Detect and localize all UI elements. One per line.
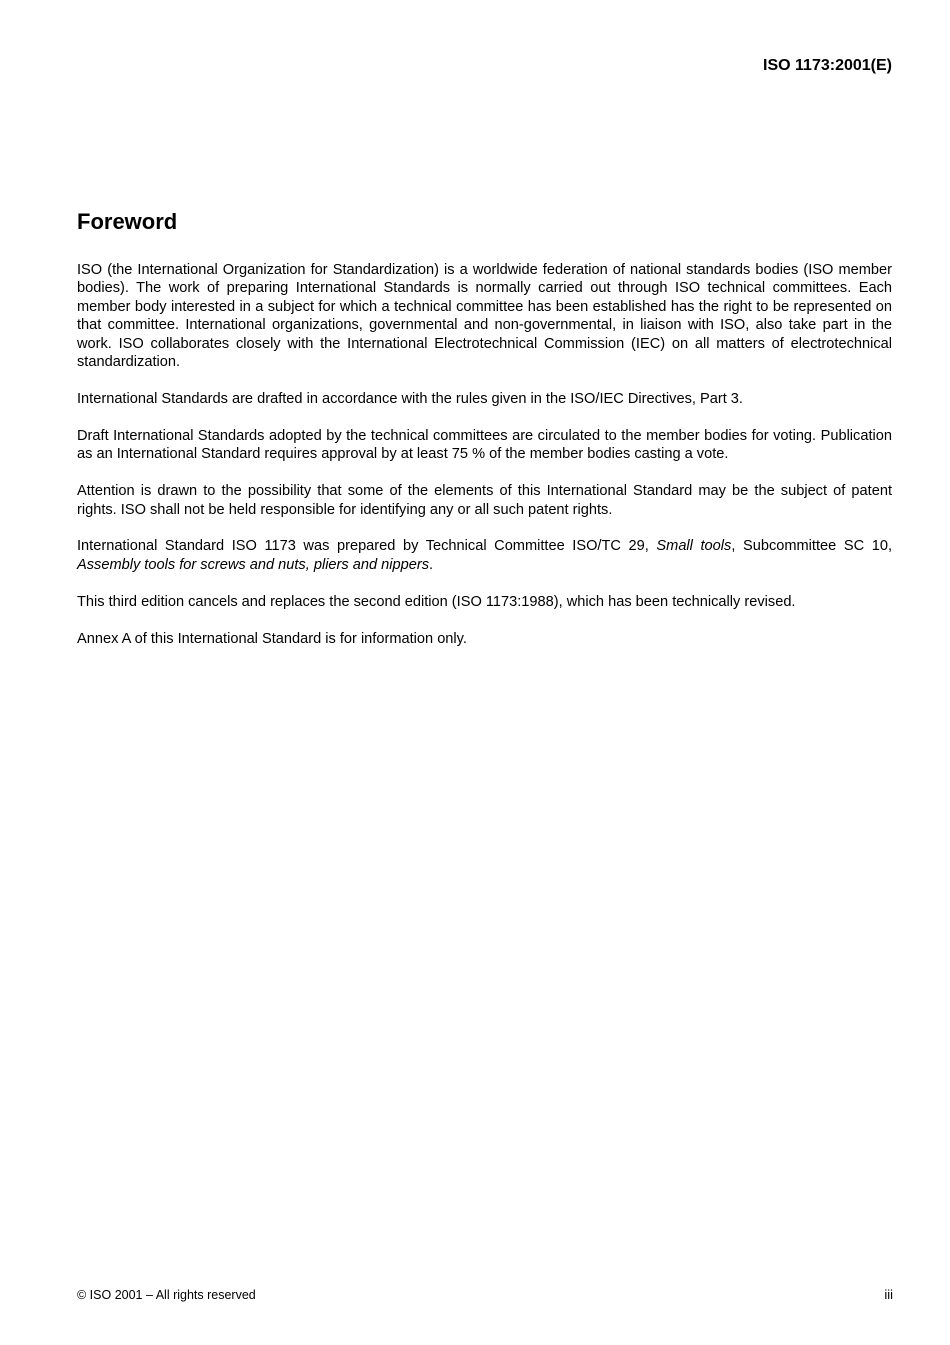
- prepared-by-intro: International Standard ISO 1173 was prepared by Technical Committee ISO/TC 29,: [77, 538, 657, 555]
- paragraph-patent: Attention is drawn to the possibility that some of the elements of this International Standard may be the subject of patent rights. ISO shall not be held responsible for identifying any or all such patent rights.: [77, 483, 892, 518]
- tc-title: Small tools: [656, 538, 732, 555]
- page-title: Foreword: [77, 209, 178, 234]
- paragraph-annex: Annex A of this International Standard is for information only.: [77, 630, 467, 647]
- sc-title: Assembly tools for screws and nuts, pliers and nippers: [77, 556, 430, 573]
- copyright-notice: © ISO 2001 – All rights reserved: [77, 1288, 256, 1302]
- document-id: ISO 1173:2001(E): [763, 57, 892, 74]
- paragraph-iso-intro: ISO (the International Organization for Standardization) is a worldwide federation of national standards bodies (ISO member bodies). The work of preparing International Standards is normally carried out through ISO technical committees. Each member body interested in a subject for which a technical committee has been established has the right to be represented on that committee. International organizations, governmental and non-governmental, in liaison with ISO, also take part in the work. ISO collaborates closely with the International Electrotechnical Commission (IEC) on all matters of electrotechnical standardization.: [77, 262, 892, 371]
- paragraph-edition: This third edition cancels and replaces the second edition (ISO 1173:1988), which has been technically revised.: [77, 593, 796, 610]
- prepared-by-end: .: [429, 556, 434, 573]
- foreword-body: [77, 261, 892, 667]
- prepared-by-sc: , Subcommittee SC 10,: [731, 538, 893, 555]
- paragraph-voting: Draft International Standards adopted by the technical committees are circulated to the member bodies for voting. Publication as an International Standard requires approval by at least 75 % of the member bodies casting a vote.: [77, 427, 892, 463]
- page-number: iii: [884, 1287, 893, 1302]
- paragraph-directives: International Standards are drafted in accordance with the rules given in the ISO/IEC Directives, Part 3.: [77, 390, 743, 407]
- paragraph-prepared-by: [77, 537, 892, 574]
